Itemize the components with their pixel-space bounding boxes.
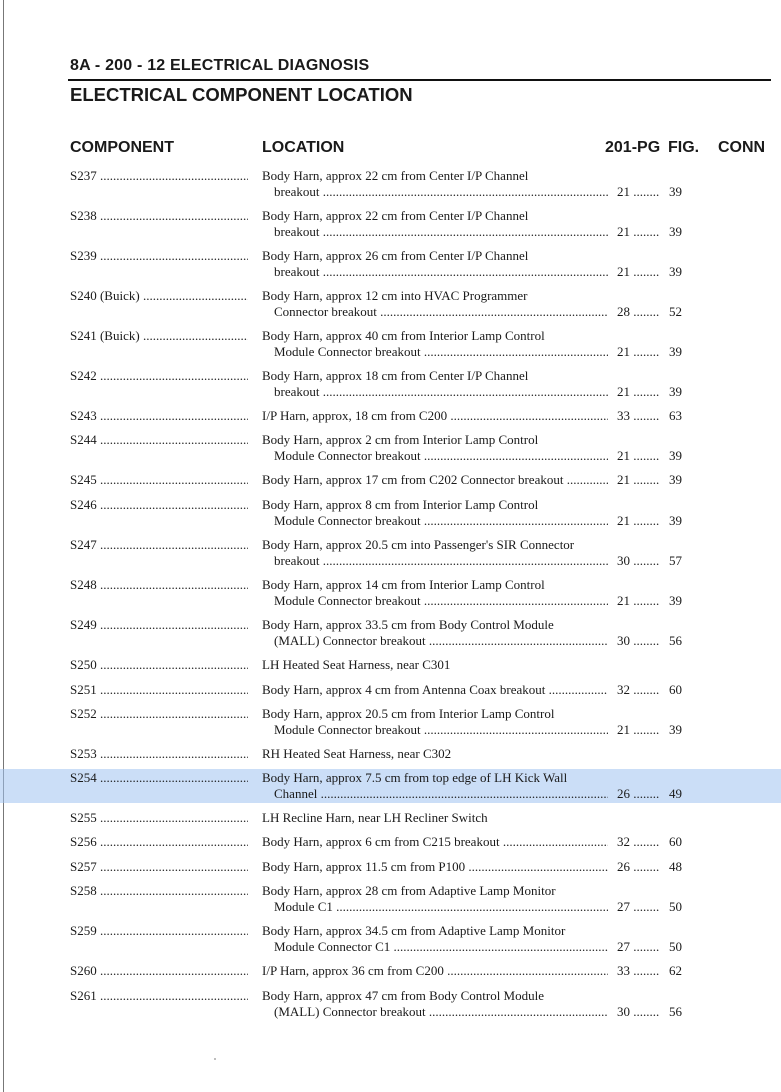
location-line-2: (MALL) Connector breakout ..... — [274, 633, 608, 649]
component-id: S250 ..... — [70, 657, 248, 673]
component-id: S254 ..... — [70, 770, 248, 786]
figure-ref: 39 — [669, 184, 682, 199]
page-ref: 21 ..... — [617, 184, 659, 200]
table-row — [0, 746, 781, 762]
figure-ref: 39 — [669, 472, 682, 487]
location-line-1: Body Harn, approx 22 cm from Center I/P Channel — [262, 168, 529, 183]
column-header-component: COMPONENT — [70, 139, 174, 156]
page-ref: 21 ..... — [617, 384, 659, 400]
location-line-1: Body Harn, approx 47 cm from Body Control Module — [262, 988, 544, 1003]
page-title: ELECTRICAL COMPONENT LOCATION — [70, 84, 413, 105]
page-ref: 21 ..... — [617, 344, 659, 360]
column-header-page: 201-PG — [605, 139, 661, 156]
figure-ref: 39 — [669, 513, 682, 528]
component-id: S240 (Buick) ..... — [70, 288, 248, 304]
page-ref: 27 ..... — [617, 939, 659, 955]
table-row — [0, 923, 781, 955]
table-row — [0, 408, 781, 424]
location-line-2: Channel ..... — [274, 786, 608, 802]
page-ref: 30 ..... — [617, 1004, 659, 1020]
table-row — [0, 288, 781, 320]
component-id: S244 ..... — [70, 432, 248, 448]
page-ref: 33 ..... — [617, 963, 659, 979]
component-id: S247 ..... — [70, 537, 248, 553]
location-line-1: Body Harn, approx 20.5 cm from Interior Lamp Control — [262, 706, 555, 721]
table-row — [0, 577, 781, 609]
location-line: I/P Harn, approx 36 cm from C200 ..... — [262, 963, 608, 979]
figure-ref: 56 — [669, 1004, 682, 1019]
table-row — [0, 834, 781, 850]
table-row — [0, 617, 781, 649]
component-id: S251 ..... — [70, 682, 248, 698]
location-line-1: RH Heated Seat Harness, near C302 — [262, 746, 452, 761]
location-line-2: (MALL) Connector breakout ..... — [274, 1004, 608, 1020]
location-line-2: breakout ..... — [274, 224, 608, 240]
figure-ref: 63 — [669, 408, 682, 423]
column-header-fig: FIG. — [668, 139, 700, 156]
component-id: S259 ..... — [70, 923, 248, 939]
page-ref: 26 ..... — [617, 786, 659, 802]
location-line: Body Harn, approx 11.5 cm from P100 ..... — [262, 859, 608, 875]
location-line-1: Body Harn, approx 20.5 cm into Passenger's SIR Connector — [262, 537, 575, 552]
page-ref: 32 ..... — [617, 682, 659, 698]
table-row — [0, 657, 781, 673]
location-line-2: Module Connector C1 ..... — [274, 939, 608, 955]
page-ref: 30 ..... — [617, 633, 659, 649]
location-line: Body Harn, approx 17 cm from C202 Connector breakout ..... — [262, 472, 608, 488]
table-row — [0, 883, 781, 915]
column-header-conn: CONN — [718, 139, 766, 156]
page-ref: 21 ..... — [617, 472, 659, 488]
table-row — [0, 168, 781, 200]
page-ref: 21 ..... — [617, 224, 659, 240]
table-row — [0, 248, 781, 280]
location-line-1: Body Harn, approx 18 cm from Center I/P Channel — [262, 368, 529, 383]
component-id: S261 ..... — [70, 988, 248, 1004]
location-line-2: breakout ..... — [274, 384, 608, 400]
table-row — [0, 859, 781, 875]
location-line: I/P Harn, approx, 18 cm from C200 ..... — [262, 408, 608, 424]
table-row — [0, 208, 781, 240]
location-line: Body Harn, approx 6 cm from C215 breakout ..... — [262, 834, 608, 850]
component-id: S239 ..... — [70, 248, 248, 264]
figure-ref: 57 — [669, 553, 682, 568]
column-header-location: LOCATION — [262, 139, 345, 156]
figure-ref: 48 — [669, 859, 682, 874]
component-id: S237 ..... — [70, 168, 248, 184]
figure-ref: 39 — [669, 722, 682, 737]
figure-ref: 49 — [669, 786, 682, 801]
location-line-1: Body Harn, approx 8 cm from Interior Lamp Control — [262, 497, 539, 512]
location-line-1: Body Harn, approx 26 cm from Center I/P Channel — [262, 248, 529, 263]
location-line-1: Body Harn, approx 28 cm from Adaptive Lamp Monitor — [262, 883, 556, 898]
location-line-1: LH Heated Seat Harness, near C301 — [262, 657, 451, 672]
location-line-1: Body Harn, approx 2 cm from Interior Lamp Control — [262, 432, 539, 447]
location-line-1: Body Harn, approx 33.5 cm from Body Control Module — [262, 617, 554, 632]
page-ref: 21 ..... — [617, 593, 659, 609]
table-row — [0, 497, 781, 529]
table-row — [0, 368, 781, 400]
table-row — [0, 706, 781, 738]
table-row — [0, 769, 781, 803]
table-row — [0, 537, 781, 569]
component-id: S260 ..... — [70, 963, 248, 979]
location-line: Body Harn, approx 4 cm from Antenna Coax breakout ..... — [262, 682, 608, 698]
location-line-1: Body Harn, approx 22 cm from Center I/P Channel — [262, 208, 529, 223]
figure-ref: 50 — [669, 939, 682, 954]
table-row — [0, 810, 781, 826]
component-id: S241 (Buick) ..... — [70, 328, 248, 344]
component-id: S238 ..... — [70, 208, 248, 224]
location-line-2: Connector breakout ..... — [274, 304, 608, 320]
location-line-2: Module C1 ..... — [274, 899, 608, 915]
location-line-1: Body Harn, approx 12 cm into HVAC Programmer — [262, 288, 528, 303]
page-ref: 26 ..... — [617, 859, 659, 875]
page-ref: 32 ..... — [617, 834, 659, 850]
figure-ref: 62 — [669, 963, 682, 978]
figure-ref: 39 — [669, 448, 682, 463]
page-ref: 21 ..... — [617, 513, 659, 529]
table-row — [0, 432, 781, 464]
location-line-2: breakout ..... — [274, 264, 608, 280]
component-id: S253 ..... — [70, 746, 248, 762]
table-row — [0, 963, 781, 979]
page-ref: 21 ..... — [617, 448, 659, 464]
page-ref: 30 ..... — [617, 553, 659, 569]
component-id: S245 ..... — [70, 472, 248, 488]
page-ref: 28 ..... — [617, 304, 659, 320]
component-id: S242 ..... — [70, 368, 248, 384]
location-line-1: LH Recline Harn, near LH Recliner Switch — [262, 810, 488, 825]
page-ref: 33 ..... — [617, 408, 659, 424]
figure-ref: 39 — [669, 593, 682, 608]
figure-ref: 50 — [669, 899, 682, 914]
table-row — [0, 472, 781, 488]
location-line-2: breakout ..... — [274, 553, 608, 569]
section-title: ELECTRICAL DIAGNOSIS — [170, 57, 370, 74]
location-line-2: Module Connector breakout ..... — [274, 513, 608, 529]
figure-ref: 60 — [669, 834, 682, 849]
location-line-2: Module Connector breakout ..... — [274, 448, 608, 464]
page-ref: 27 ..... — [617, 899, 659, 915]
scan-speck — [214, 1058, 216, 1060]
location-line-2: Module Connector breakout ..... — [274, 344, 608, 360]
location-line-1: Body Harn, approx 7.5 cm from top edge of LH Kick Wall — [262, 770, 568, 785]
section-number: 8A - 200 - 12 — [70, 57, 166, 74]
table-row — [0, 988, 781, 1020]
figure-ref: 39 — [669, 224, 682, 239]
figure-ref: 52 — [669, 304, 682, 319]
location-line-2: breakout ..... — [274, 184, 608, 200]
location-line-2: Module Connector breakout ..... — [274, 722, 608, 738]
location-line-1: Body Harn, approx 14 cm from Interior Lamp Control — [262, 577, 545, 592]
location-line-2: Module Connector breakout ..... — [274, 593, 608, 609]
table-row — [0, 328, 781, 360]
component-id: S243 ..... — [70, 408, 248, 424]
component-id: S257 ..... — [70, 859, 248, 875]
location-line-1: Body Harn, approx 40 cm from Interior Lamp Control — [262, 328, 545, 343]
component-id: S256 ..... — [70, 834, 248, 850]
figure-ref: 56 — [669, 633, 682, 648]
page-ref: 21 ..... — [617, 722, 659, 738]
component-id: S258 ..... — [70, 883, 248, 899]
component-id: S255 ..... — [70, 810, 248, 826]
figure-ref: 39 — [669, 384, 682, 399]
component-id: S252 ..... — [70, 706, 248, 722]
page-ref: 21 ..... — [617, 264, 659, 280]
component-id: S246 ..... — [70, 497, 248, 513]
component-id: S248 ..... — [70, 577, 248, 593]
figure-ref: 60 — [669, 682, 682, 697]
table-row — [0, 682, 781, 698]
figure-ref: 39 — [669, 344, 682, 359]
location-line-1: Body Harn, approx 34.5 cm from Adaptive Lamp Monitor — [262, 923, 566, 938]
figure-ref: 39 — [669, 264, 682, 279]
component-id: S249 ..... — [70, 617, 248, 633]
